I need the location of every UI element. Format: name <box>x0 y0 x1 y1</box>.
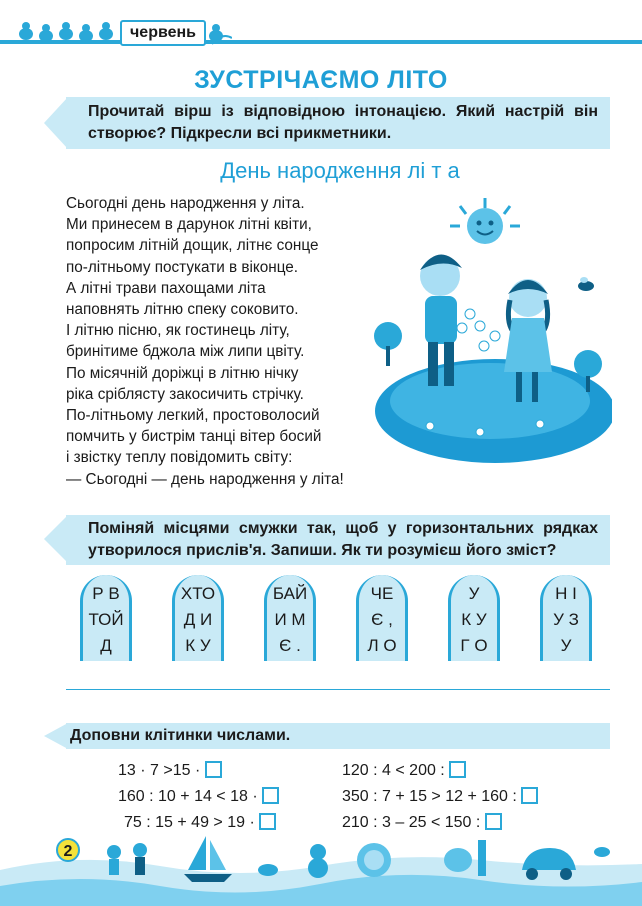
word-strip[interactable]: Н І У З У <box>540 575 592 661</box>
word-strip[interactable]: ЧЕ Є , Л О <box>356 575 408 661</box>
answer-line[interactable] <box>66 689 610 690</box>
word-strip[interactable]: БАЙ И М Є . <box>264 575 316 661</box>
month-label: червень <box>120 20 206 46</box>
poem-line: наповнять літню спеку соковито. <box>66 301 299 319</box>
poem-line: А літні трави пахощами літа <box>66 279 266 297</box>
answer-cell[interactable] <box>205 761 222 778</box>
inequality: 13 · 7 >15 · <box>118 758 222 784</box>
task-instruction-3: Доповни клітинки числами. <box>66 723 610 749</box>
poem-text <box>66 193 396 490</box>
poem-line: по-літньому постукати в віконце. <box>66 258 299 276</box>
poem-line: Ми принесем в дарунок літні квіти, <box>66 216 312 234</box>
task-instruction-1: Прочитай вірш із відповідною інтонацією. Який настрій він створює? Підкресли всі прикметники. <box>66 97 610 149</box>
word-strip[interactable]: Р В ТОЙ Д <box>80 575 132 661</box>
answer-cell[interactable] <box>521 787 538 804</box>
poem-line: По місячній доріжці в літню нічку <box>66 364 299 382</box>
task-arrow-icon <box>44 97 68 149</box>
inequality: 350 : 7 + 15 > 12 + 160 : <box>342 784 538 810</box>
page-number: 2 <box>56 838 80 862</box>
poem-line: і звістку теплу повідомить світу: <box>66 449 293 467</box>
poem-line: ріка сріблясту закосичить стрічку. <box>66 385 304 403</box>
poem-line: І літню пісню, як гостинець літу, <box>66 322 290 340</box>
inequality: 210 : 3 – 25 < 150 : <box>342 810 502 836</box>
poem-line: попросим літній дощик, літнє сонце <box>66 237 319 255</box>
answer-cell[interactable] <box>262 787 279 804</box>
answer-cell[interactable] <box>259 813 276 830</box>
poem-line: По-літньому легкий, простоволосий <box>66 407 320 425</box>
word-strip[interactable]: ХТО Д И К У <box>172 575 224 661</box>
page-title: ЗУСТРІЧАЄМО ЛІТО <box>194 66 448 94</box>
summer-children-illustration-icon <box>370 196 612 468</box>
word-strip[interactable]: У К У Г О <box>448 575 500 661</box>
poem-line: — Сьогодні — день народження у літа! <box>66 470 344 488</box>
inequality: 120 : 4 < 200 : <box>342 758 466 784</box>
inequality: 160 : 10 + 14 < 18 · <box>118 784 279 810</box>
poem-line: помчить у бистрім танці вітер босий <box>66 428 322 446</box>
poem-line: бринітиме бджола між липи цвіту. <box>66 343 305 361</box>
footer-decoration-icon <box>0 830 642 906</box>
poem-line: Сьогодні день народження у літа. <box>66 195 305 212</box>
task-arrow-icon <box>44 723 68 749</box>
task-instruction-2: Поміняй місцями смужки так, щоб у горизонтальних рядках утворилося прислів'я. Запиши. Як ти розумієш його зміст? <box>66 515 610 565</box>
answer-cell[interactable] <box>449 761 466 778</box>
poem-title: День народження лі т а <box>220 158 460 183</box>
inequality: 75 : 15 + 49 > 19 · <box>124 810 276 836</box>
task-arrow-icon <box>44 515 68 563</box>
answer-cell[interactable] <box>485 813 502 830</box>
